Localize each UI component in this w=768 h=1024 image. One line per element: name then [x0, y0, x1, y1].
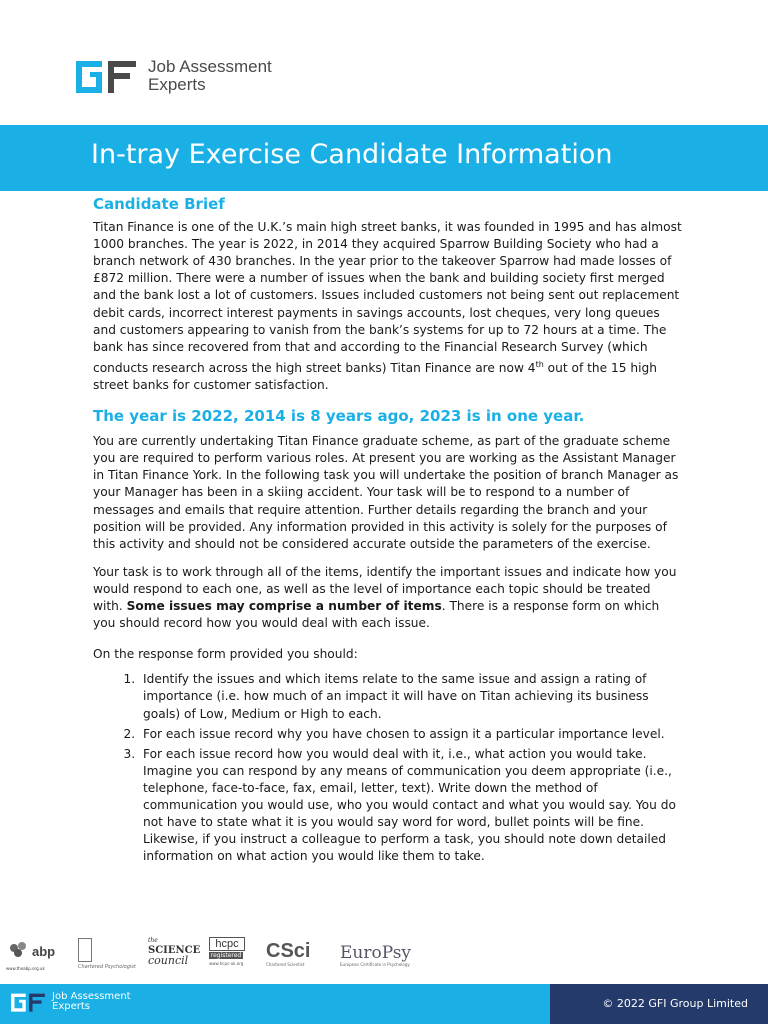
role-paragraph: You are currently undertaking Titan Finance graduate scheme, as part of the graduate scheme you are required to perform various roles. At present you are working as the Assistant Manager in Titan Finance York. In the following task you will undertake the position of branch Manager as your Manager has been in a skiing accident. Your task will be to respond to a number of messages and emails that require attention. Further details regarding the branch and your position will be provided. Any information provided in this activity is solely for the purposes of this activity and should not be considered accurate outside the parameters of the exercise. — [93, 434, 679, 551]
footer-bar — [0, 984, 768, 1024]
task-paragraph — [93, 564, 683, 632]
page-title: In-tray Exercise Candidate Information — [91, 139, 613, 170]
footer-logo — [10, 992, 131, 1012]
instruction-list — [93, 671, 683, 865]
ordinal-suffix: th — [535, 359, 544, 369]
brand-name — [148, 58, 272, 94]
brief-text: Titan Finance is one of the U.K.’s main high street banks, it was founded in 1995 and has almost 1000 branches. The year is 2022, in 2014 they acquired Sparrow Building Society who had a branch network of 430 branches. In the year prior to the takeover Sparrow had made losses of £872 million. There were a number of issues when the bank and building society first merged and the bank lost a lot of customers. Issues included customers not being sent out replacement debit cards, incorrect interest payments in savings accounts, lost cheques, very long queues and customers appearing to vanish from the bank’s systems for up to 72 hours at a time. The bank has since recovered from that and according to the Financial Research Survey (which conducts research across the high street banks) Titan Finance are now 4 — [93, 220, 682, 375]
task-emphasis: Some issues may comprise a number of items — [126, 599, 442, 614]
hcpc-text: hcpc — [209, 937, 245, 951]
science-council-logo — [148, 936, 201, 976]
brand-line-1: Job Assessment — [148, 57, 272, 76]
gf-logo-icon — [74, 59, 138, 93]
response-form-intro: On the response form provided you should: — [93, 647, 358, 662]
brief-text-end: out of the 15 high street banks for customer satisfaction. — [93, 360, 657, 392]
footer-brand-line-2: Experts — [52, 1001, 90, 1012]
year-note-heading: The year is 2022, 2014 is 8 years ago, 2023 is in one year. — [93, 407, 585, 426]
task-text: Your task is to work through all of the items, identify the important issues and indicate how you would respond to each one, as well as the level of importance each topic should be treated with. — [93, 564, 677, 614]
task-text-end: . There is a response form on which you should record how you would deal with each issue. — [93, 599, 660, 631]
hcpc-registered: registered — [210, 952, 242, 959]
bps-crest-icon — [78, 938, 92, 962]
gf-logo-icon — [10, 992, 46, 1012]
abp-logo — [6, 938, 58, 974]
bps-logo — [78, 938, 136, 974]
hcpc-url: www.hcpc-uk.org — [209, 961, 244, 966]
csci-subtitle: Chartered Scientist — [266, 962, 305, 967]
abp-url: www.theabp.org.uk — [6, 966, 45, 971]
science-the: the — [148, 937, 158, 944]
science-council-word: council — [148, 954, 189, 967]
list-item: 3. For each issue record how you would deal with it, i.e., what action you would take. Imagine you can respond by any means of communication you deem appropriate (i.e., telephone, face-to-face, fax, email, letter, text). Write down the method of communication you would use, who you would contact and what you would say. You do not have to state what it is you would say word for word, bullet points will be fine. Likewise, if you instruct a colleague to perform a task, you should note down detailed information on what action you would like them to take. — [139, 746, 683, 866]
copyright-text: © 2022 GFI Group Limited — [602, 997, 748, 1010]
brand-line-2: Experts — [148, 75, 206, 94]
list-item: 1. Identify the issues and which items relate to the same issue and assign a rating of importance (i.e. how much of an impact it will have on Titan achieving its business goals) of Low, Medium or High to each. — [139, 671, 683, 722]
footer-brand-line-1: Job Assessment — [52, 991, 131, 1002]
csci-text: CSci — [266, 940, 311, 962]
document-body — [93, 196, 683, 868]
abp-text: abp — [32, 944, 56, 959]
brief-paragraph — [93, 219, 683, 394]
candidate-brief-heading: Candidate Brief — [93, 195, 225, 213]
bps-text: Chartered Psychologist — [78, 964, 136, 970]
company-logo — [74, 58, 272, 94]
list-item: 2. For each issue record why you have chosen to assign it a particular importance level. — [139, 726, 683, 743]
csci-logo — [266, 940, 330, 974]
europsy-subtitle: European Certificate in Psychology — [340, 962, 410, 967]
title-banner — [0, 125, 768, 191]
science-word: SCIENCE — [148, 945, 201, 956]
europsy-logo — [340, 944, 420, 974]
europsy-text: EuroPsy — [340, 943, 412, 963]
abp-emblem-icon — [8, 940, 32, 960]
accreditation-logos — [0, 936, 768, 976]
hcpc-logo — [209, 937, 249, 975]
footer-brand — [52, 992, 131, 1012]
